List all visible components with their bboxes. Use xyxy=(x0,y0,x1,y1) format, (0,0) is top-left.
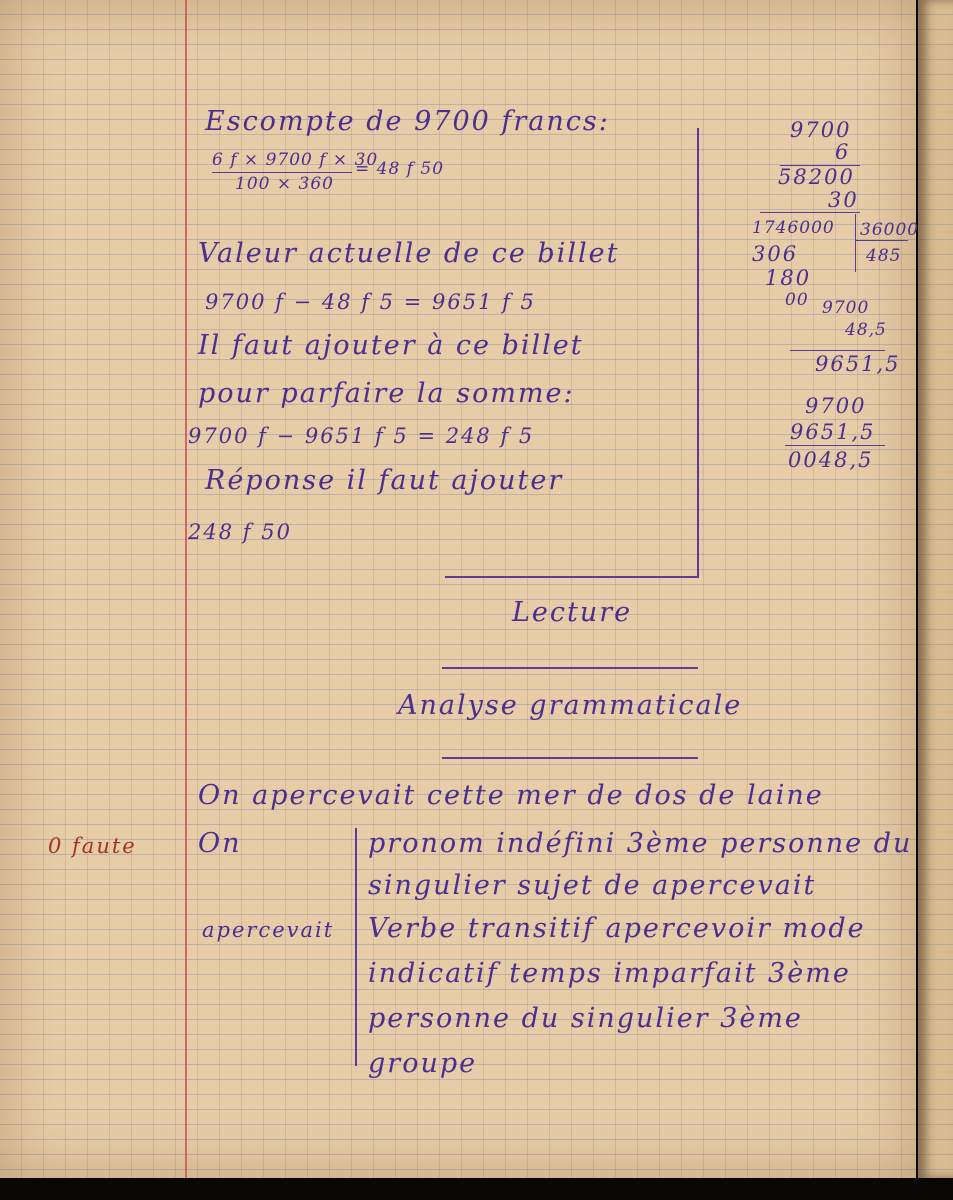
margin-grade-note: 0 faute xyxy=(48,834,137,858)
fraction-bar xyxy=(212,172,352,173)
calc-line-4: 30 xyxy=(828,188,859,212)
calc-line-7: 306 xyxy=(752,242,799,266)
calc-line-13: 9651,5 xyxy=(815,352,901,376)
lecture-title: Lecture xyxy=(512,597,633,628)
calc-rule-4 xyxy=(785,445,885,446)
calc-line-6: 36000 xyxy=(860,220,920,240)
problem-line-4: pour parfaire la somme: xyxy=(198,378,575,409)
definition-1-line-1: pronom indéfini 3ème personne du xyxy=(368,828,913,859)
separator-line-2 xyxy=(442,757,698,759)
analyse-title: Analyse grammaticale xyxy=(398,690,743,721)
division-bar-horizontal xyxy=(856,240,908,241)
calc-line-14: 9700 xyxy=(805,394,867,418)
problem-box-right-border xyxy=(697,128,699,578)
calc-line-8: 485 xyxy=(866,246,902,266)
calc-line-9: 180 xyxy=(765,266,812,290)
calc-line-16: 0048,5 xyxy=(788,448,874,472)
definition-1-line-2: singulier sujet de apercevait xyxy=(368,870,817,901)
calc-line-3: 58200 xyxy=(778,165,855,189)
division-bar-vertical xyxy=(855,214,856,272)
red-margin-line xyxy=(185,0,187,1178)
separator-line-1 xyxy=(442,667,698,669)
analysis-sentence: On apercevait cette mer de dos de laine xyxy=(198,780,824,811)
analysis-divider xyxy=(355,828,357,1066)
calc-rule-2 xyxy=(760,212,860,213)
problem-line-3: Il faut ajouter à ce billet xyxy=(198,330,584,361)
adjacent-page-edge xyxy=(918,0,953,1178)
calc-line-11: 9700 xyxy=(822,298,870,318)
analyzed-word-1: On xyxy=(198,828,242,859)
calc-line-15: 9651,5 xyxy=(790,420,876,444)
formula-numerator: 6 f × 9700 f × 30 xyxy=(212,150,379,170)
calc-line-5: 1746000 xyxy=(752,218,835,238)
calc-line-12: 48,5 xyxy=(845,320,887,340)
problem-line-6: Réponse il faut ajouter xyxy=(205,465,564,496)
problem-line-5: 9700 f − 9651 f 5 = 248 f 5 xyxy=(188,424,535,448)
calc-line-10: 00 xyxy=(785,290,809,310)
problem-line-7: 248 f 50 xyxy=(188,520,292,544)
calc-rule-3 xyxy=(790,350,885,351)
definition-2-line-3: personne du singulier 3ème xyxy=(368,1003,803,1034)
problem-line-1: Valeur actuelle de ce billet xyxy=(198,238,620,269)
definition-2-line-1: Verbe transitif apercevoir mode xyxy=(368,913,866,944)
formula-denominator: 100 × 360 xyxy=(235,174,334,194)
problem-heading: Escompte de 9700 francs: xyxy=(205,106,610,137)
problem-line-2: 9700 f − 48 f 5 = 9651 f 5 xyxy=(205,290,536,314)
calc-line-2: 6 xyxy=(835,140,851,164)
calc-line-1: 9700 xyxy=(790,118,852,142)
analyzed-word-2: apercevait xyxy=(202,918,335,942)
definition-2-line-4: groupe xyxy=(368,1048,478,1079)
formula-result: = 48 f 50 xyxy=(355,159,445,179)
problem-box-bottom-border xyxy=(445,576,699,578)
definition-2-line-2: indicatif temps imparfait 3ème xyxy=(368,958,851,989)
